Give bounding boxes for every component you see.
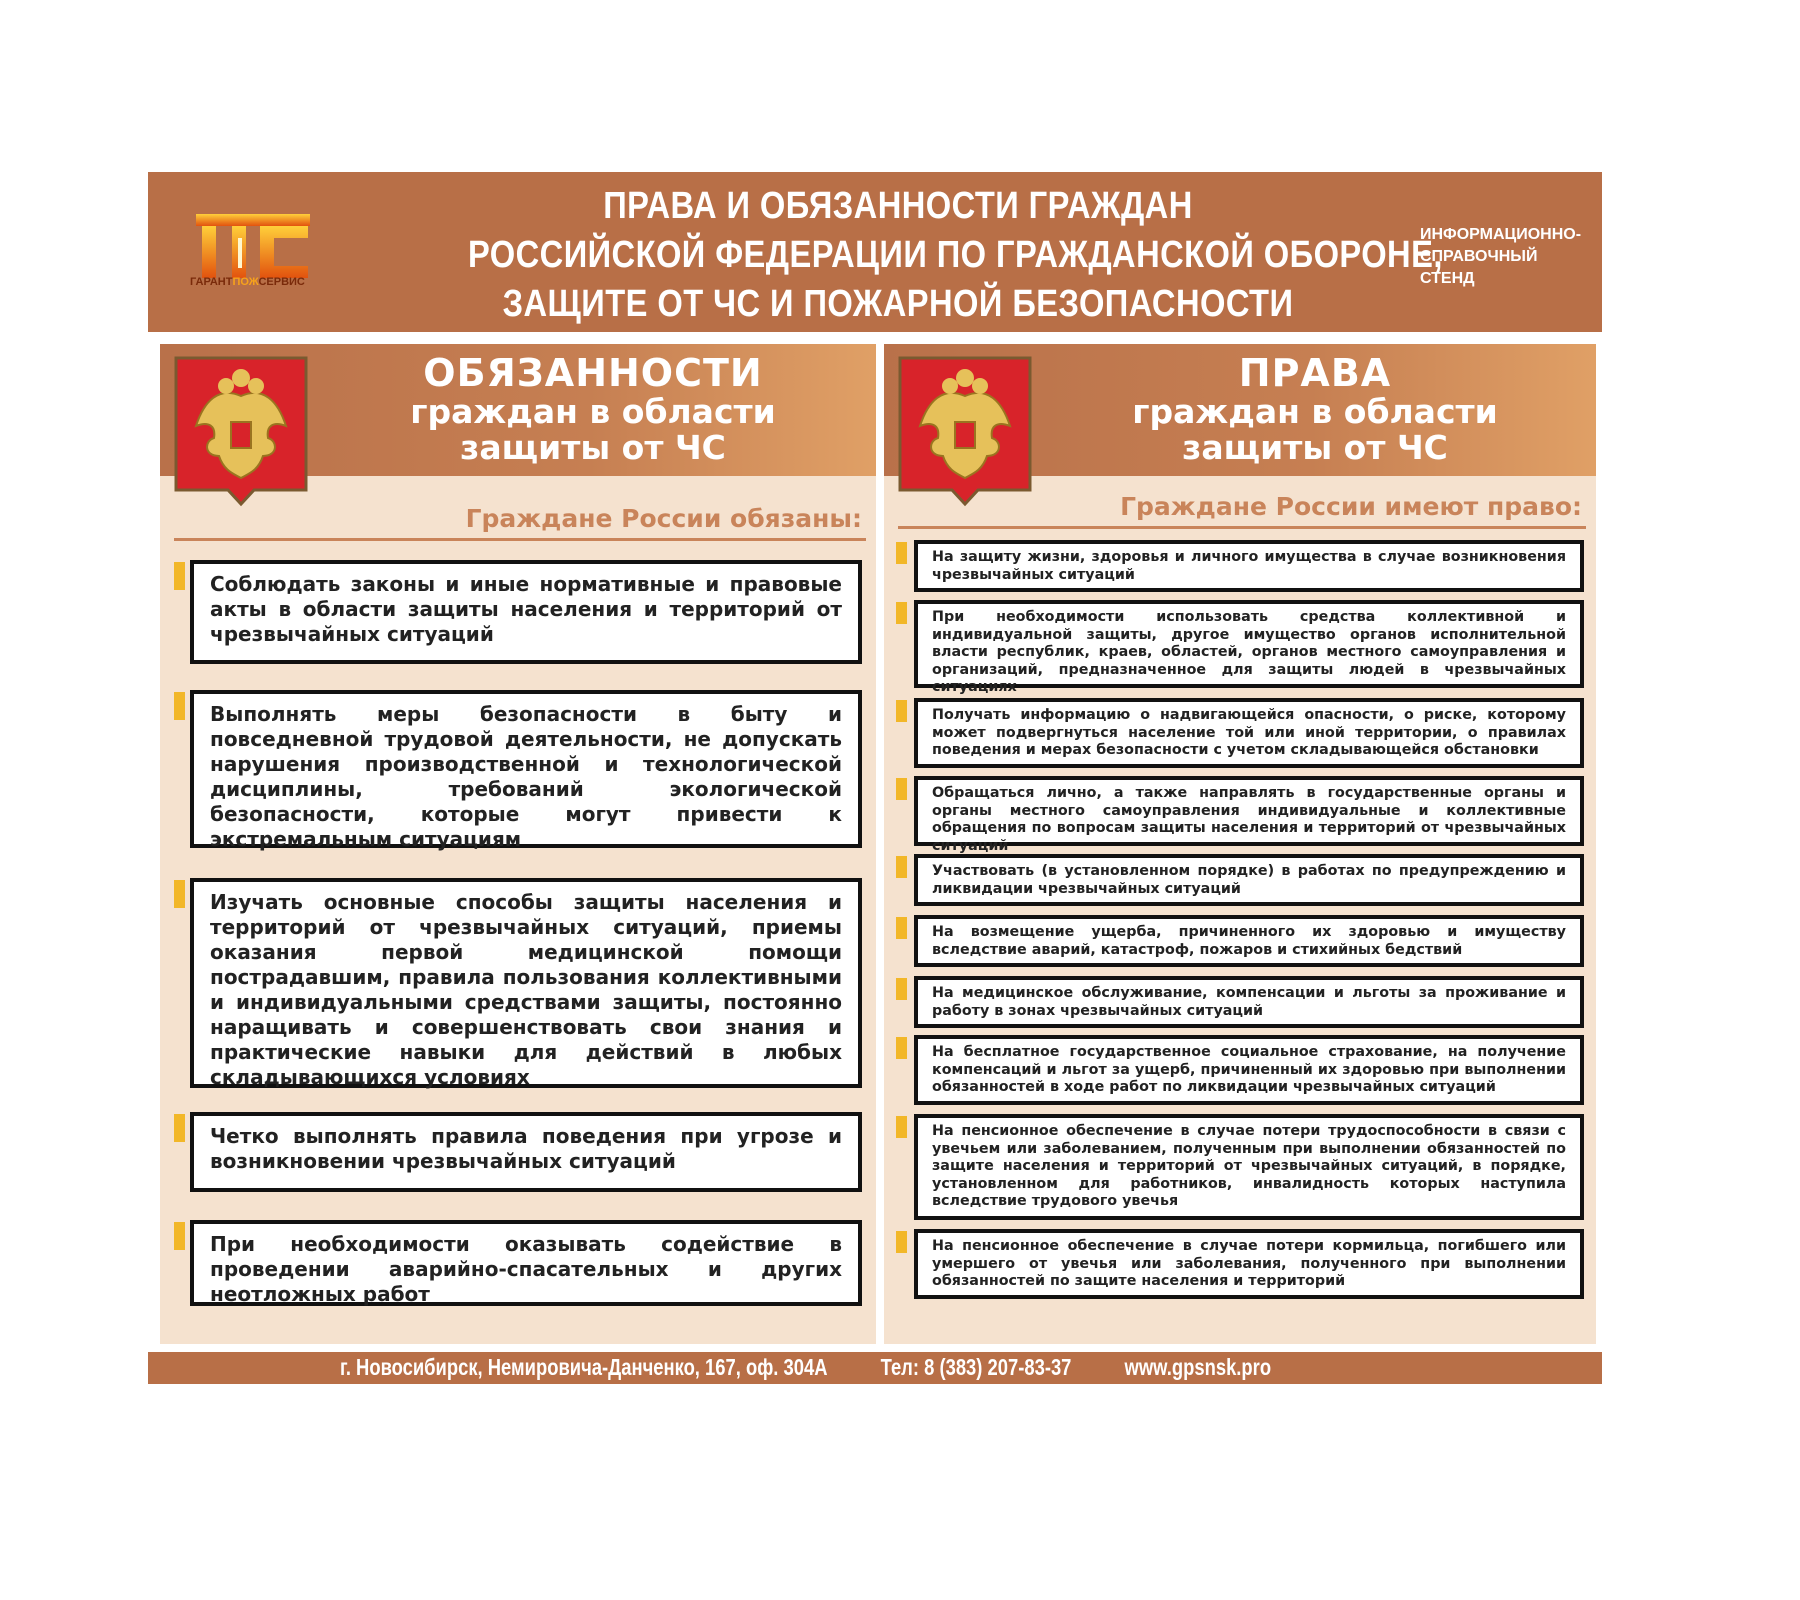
list-marker xyxy=(896,1231,907,1253)
info-stand xyxy=(148,172,1602,1382)
divider xyxy=(174,538,866,541)
russian-coat-of-arms-icon xyxy=(174,356,308,516)
rights-heading: ПРАВА граждан в области защиты от ЧС xyxy=(1044,352,1586,466)
russian-coat-of-arms-icon xyxy=(898,356,1032,516)
list-marker xyxy=(896,700,907,722)
duty-item: Соблюдать законы и иные нормативные и правовые акты в области защиты населения и территорий от чрезвычайных ситуаций xyxy=(190,560,862,664)
duty-item: Изучать основные способы защиты населения и территорий от чрезвычайных ситуаций, приемы оказания первой медицинской помощи пострадавшим, правила пользования коллективными и индивидуальными средствами защиты, постоянно наращивать и совершенствовать свои знания и практические навыки для действий в любых складывающихся условиях xyxy=(190,878,862,1088)
stand-title-line: ПРАВА И ОБЯЗАННОСТИ ГРАЖДАН xyxy=(603,185,1193,227)
stand-type-label: ИНФОРМАЦИОННО- СПРАВОЧНЫЙ СТЕНД xyxy=(1420,226,1582,287)
footer-bar xyxy=(148,1352,1602,1384)
rights-intro: Граждане России имеют право: xyxy=(1120,492,1582,521)
list-marker xyxy=(174,1114,185,1142)
divider xyxy=(898,526,1586,529)
list-marker xyxy=(896,1037,907,1059)
list-marker xyxy=(174,1222,185,1250)
list-marker xyxy=(174,880,185,908)
duties-panel xyxy=(160,344,876,1344)
list-marker xyxy=(896,602,907,624)
footer-website: www.gpsnsk.pro xyxy=(1124,1354,1272,1380)
logo-wordmark: ГАРАНТПОЖСЕРВИС xyxy=(190,276,305,288)
right-item: При необходимости использовать средства коллективной и индивидуальной защиты, другое имущество органов исполнительной власти республик, краев, областей, органов местного самоуправления и организаций, предназначенное для защиты людей в чрезвычайных ситуациях xyxy=(914,600,1584,688)
right-item: На медицинское обслуживание, компенсации и льготы за проживание и работу в зонах чрезвычайных ситуаций xyxy=(914,976,1584,1028)
list-marker xyxy=(896,978,907,1000)
rights-title: ПРАВА xyxy=(1238,351,1392,395)
contact-info xyxy=(340,1354,1319,1381)
footer-phone: Тел: 8 (383) 207-83-37 xyxy=(880,1354,1072,1380)
header-bar xyxy=(148,172,1602,332)
stand-title xyxy=(468,182,1443,329)
duty-item: При необходимости оказывать содействие в проведении аварийно-спасательных и других неотложных работ xyxy=(190,1220,862,1306)
list-marker xyxy=(896,856,907,878)
list-marker xyxy=(896,1116,907,1138)
right-item: На пенсионное обеспечение в случае потери трудоспособности в связи с увечьем или заболеванием, полученным при выполнении обязанностей по защите населения и территорий от чрезвычайных ситуаций, в порядке, установленном для работников, инвалидность которых наступила вследствие трудового увечья xyxy=(914,1114,1584,1220)
footer-address: г. Новосибирск, Немировича-Данченко, 167, оф. 304А xyxy=(340,1354,828,1380)
duties-intro: Граждане России обязаны: xyxy=(465,504,862,533)
right-item: Участвовать (в установленном порядке) в работах по предупреждению и ликвидации чрезвычайных ситуаций xyxy=(914,854,1584,906)
duties-title: ОБЯЗАННОСТИ xyxy=(423,351,763,395)
right-item: Обращаться лично, а также направлять в государственные органы и органы местного самоуправления индивидуальные и коллективные обращения по вопросам защиты населения и территорий от чрезвычайных ситуаций xyxy=(914,776,1584,846)
duty-item: Четко выполнять правила поведения при угрозе и возникновении чрезвычайных ситуаций xyxy=(190,1112,862,1192)
right-item: На возмещение ущерба, причиненного их здоровью и имуществу вследствие аварий, катастроф, пожаров и стихийных бедствий xyxy=(914,915,1584,967)
list-marker xyxy=(896,542,907,564)
duty-item: Выполнять меры безопасности в быту и повседневной трудовой деятельности, не допускать нарушения производственной и технологической дисциплины, требований экологической безопасности, которые могут привести к экстремальным ситуациям xyxy=(190,690,862,848)
duties-heading: ОБЯЗАННОСТИ граждан в области защиты от ЧС xyxy=(320,352,866,466)
list-marker xyxy=(174,562,185,590)
garantpozhservis-logo-icon xyxy=(188,212,318,302)
right-item: На бесплатное государственное социальное страхование, на получение компенсаций и льгот за ущерб, причиненный их здоровью при выполнении обязанностей в ходе работ по ликвидации чрезвычайных ситуаций xyxy=(914,1035,1584,1105)
right-item: На пенсионное обеспечение в случае потери кормильца, погибшего или умершего от увечья или заболевания, полученного при выполнении обязанностей по защите населения и территорий xyxy=(914,1229,1584,1299)
list-marker xyxy=(174,692,185,720)
list-marker xyxy=(896,778,907,800)
stand-title-line: РОССИЙСКОЙ ФЕДЕРАЦИИ ПО ГРАЖДАНСКОЙ ОБОРОНЕ, xyxy=(468,234,1443,276)
right-item: На защиту жизни, здоровья и личного имущества в случае возникновения чрезвычайных ситуаций xyxy=(914,540,1584,592)
list-marker xyxy=(896,917,907,939)
stand-title-line: ЗАЩИТЕ ОТ ЧС И ПОЖАРНОЙ БЕЗОПАСНОСТИ xyxy=(502,283,1294,325)
right-item: Получать информацию о надвигающейся опасности, о риске, которому может подвергнуться население той или иной территории, о правилах поведения и мерах безопасности с учетом складывающейся обстановки xyxy=(914,698,1584,768)
rights-panel xyxy=(884,344,1596,1344)
